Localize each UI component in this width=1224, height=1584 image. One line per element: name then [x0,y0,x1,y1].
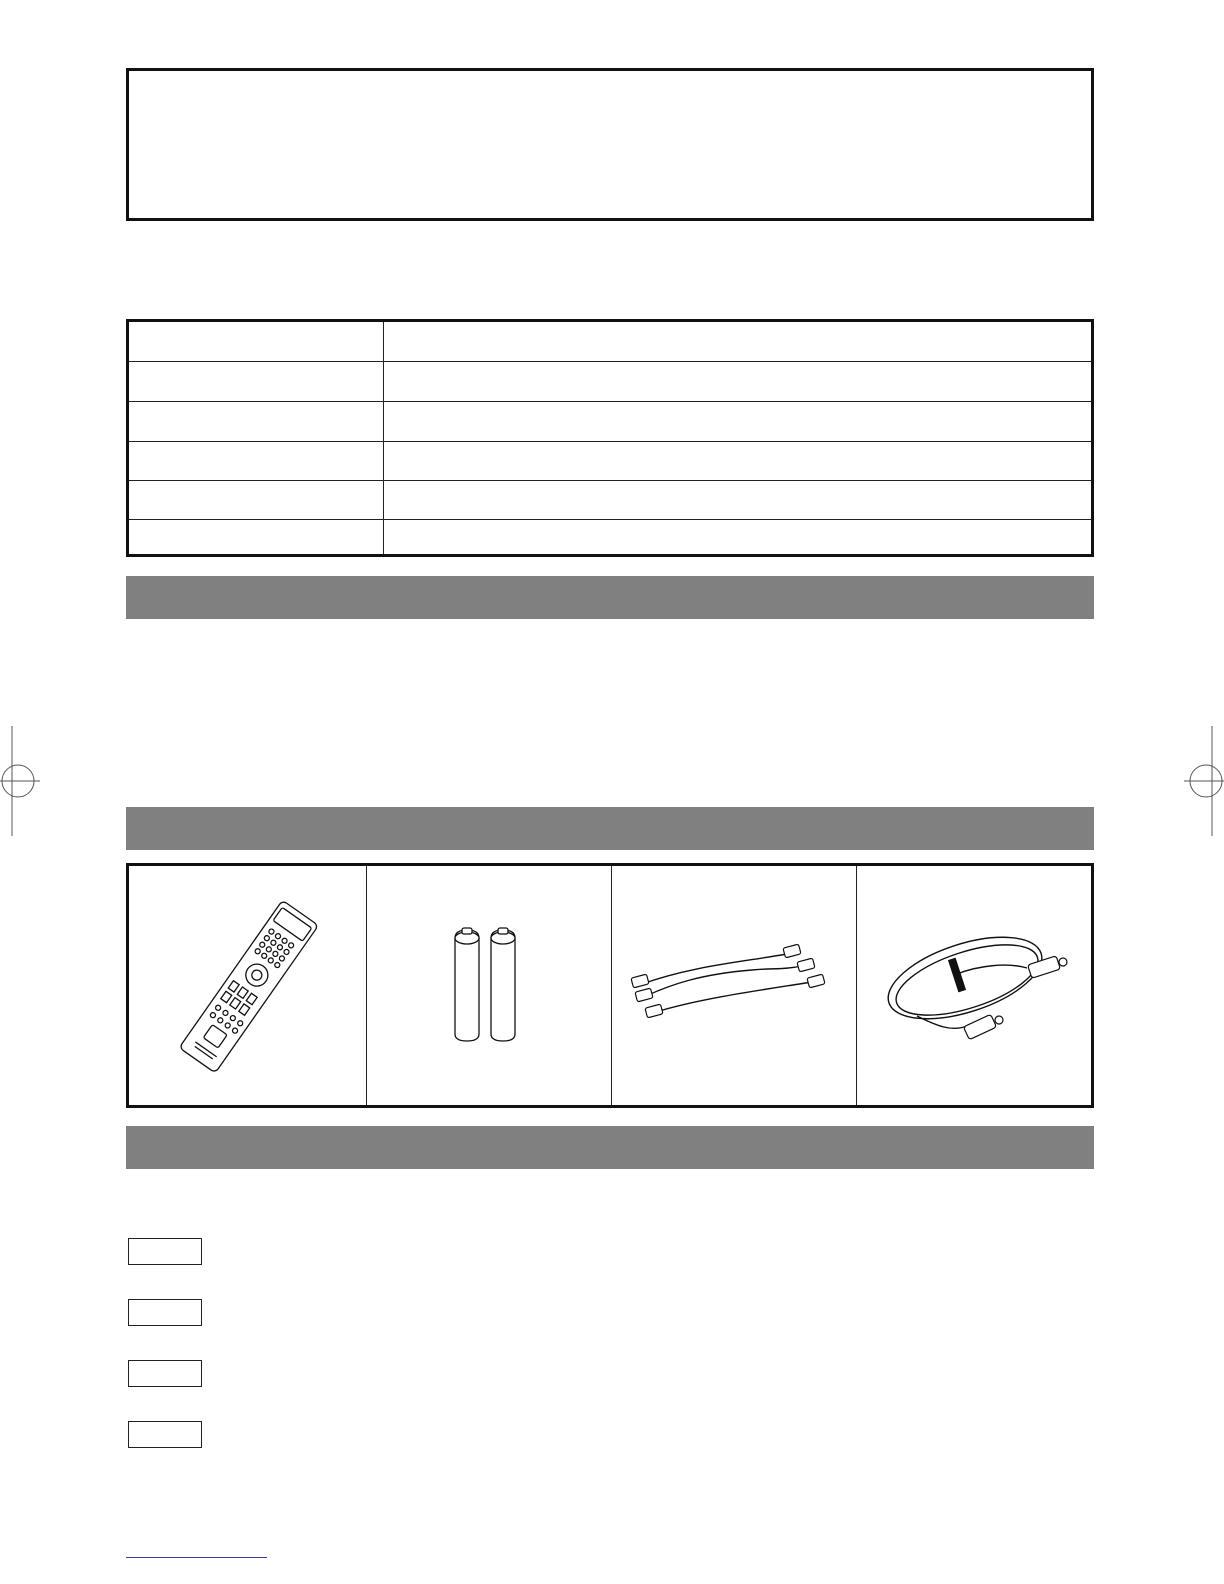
disc-type-tag [128,1360,202,1387]
disc-type-tag [128,1238,202,1265]
accessory-cell-batteries [367,866,612,1105]
spec-value [384,322,1091,361]
accessory-cell-av-cables [612,866,857,1105]
rf-coaxial-cable-icon [857,866,1091,1105]
notice-box [126,68,1094,221]
spec-table-row [129,322,1091,362]
accessory-cell-rf-cable [857,866,1091,1105]
spec-value [384,480,1091,519]
crop-mark-right [1180,726,1224,836]
spec-value [384,402,1091,441]
spec-label [129,441,384,480]
remote-control-icon [129,866,367,1105]
spec-label [129,480,384,519]
spec-table-row [129,441,1091,481]
spec-label [129,402,384,441]
spec-value [384,362,1091,401]
crop-mark-left [0,726,44,836]
section-heading-bar [126,1126,1094,1169]
spec-table-row [129,362,1091,402]
spec-value [384,441,1091,480]
spec-table-row [129,480,1091,520]
rca-av-cables-icon [612,866,857,1105]
section-heading-bar [126,576,1094,619]
accessories-grid [126,863,1094,1108]
accessory-cell-remote [129,866,367,1105]
disc-type-tag [128,1421,202,1448]
spec-value [384,520,1091,554]
spec-label [129,322,384,361]
spec-label [129,520,384,554]
spec-table [126,319,1094,557]
batteries-icon [367,866,612,1105]
section-heading-bar [126,807,1094,850]
spec-table-row [129,402,1091,442]
spec-label [129,362,384,401]
footer-rule [126,1557,267,1558]
disc-type-tag [128,1299,202,1326]
spec-table-row [129,520,1091,554]
